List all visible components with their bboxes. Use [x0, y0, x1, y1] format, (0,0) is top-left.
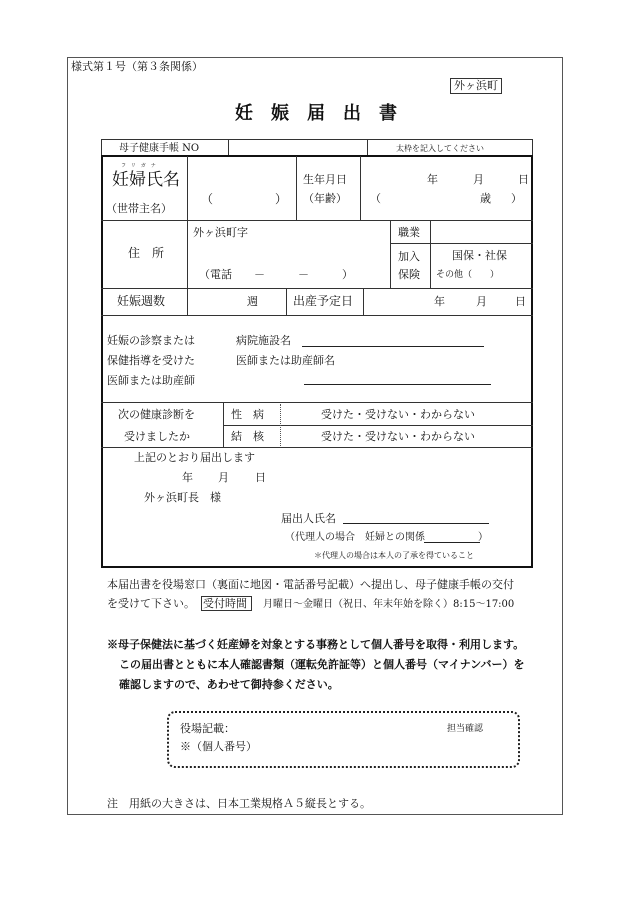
mynumber-line-1: ※母子保健法に基づく妊産婦を対象とする事務として個人番号を取得・利用します。 — [107, 638, 525, 651]
dob-month: 月 — [473, 173, 484, 186]
doctor-label-3: 医師または助産師 — [107, 374, 195, 387]
age-paren-close: ） — [511, 192, 522, 205]
addressee: 外ヶ浜町長 様 — [144, 491, 221, 504]
due-day: 日 — [515, 295, 526, 308]
due-month: 月 — [476, 295, 487, 308]
col-line — [296, 156, 297, 220]
mynumber-line-2: この届出書とともに本人確認書類（運転免許証等）と個人番号（マイナンバー）を — [119, 658, 525, 671]
thick-note: 太枠を記入してください — [396, 144, 484, 153]
name-label: 妊婦氏名 — [112, 170, 180, 190]
row-line — [101, 447, 533, 448]
proxy-close: ） — [478, 532, 488, 543]
col-line — [187, 220, 188, 315]
furigana: フリガナ — [121, 163, 161, 169]
doctor-name-label: 医師または助産師名 — [236, 354, 335, 367]
hospital-underline — [302, 346, 484, 347]
insurance-other: その他（ ） — [436, 270, 500, 280]
age-paren-open: （ — [370, 192, 381, 205]
row-line — [101, 139, 533, 140]
dob-label: 生年月日 — [303, 173, 347, 186]
mynumber-line-3: 確認しますので、あわせて御持参ください。 — [119, 678, 339, 691]
submit-year: 年 — [182, 471, 193, 484]
address-prefix: 外ヶ浜町字 — [193, 226, 248, 239]
handbook-label: 母子健康手帳 NO — [119, 143, 200, 154]
due-label: 出産予定日 — [293, 294, 354, 308]
form-number: 様式第１号（第３条関係） — [71, 60, 203, 73]
submit-day: 日 — [255, 471, 266, 484]
row-line — [101, 402, 533, 403]
info-line-1: 本届出書を役場窓口（裏面に地図・電話番号記載）へ提出し、母子健康手帳の交付 — [107, 578, 514, 591]
insurance-label-1: 加入 — [398, 250, 420, 263]
dob-year: 年 — [427, 173, 438, 186]
insurance-label-2: 保険 — [398, 268, 420, 281]
col-line — [187, 156, 188, 220]
checkup-options-tb: 受けた・受けない・わからない — [321, 430, 475, 443]
doctor-label-1: 妊娠の診察または — [107, 334, 195, 347]
staff-check: 担当確認 — [447, 724, 484, 734]
col-line — [360, 156, 361, 220]
due-year: 年 — [434, 295, 445, 308]
head-label: （世帯主名） — [106, 202, 172, 215]
checkup-options-std: 受けた・受けない・わからない — [321, 408, 475, 421]
doctor-label-2: 保健指導を受けた — [107, 354, 195, 367]
checkup-label-1: 次の健康診断を — [118, 408, 195, 421]
doctor-underline — [304, 384, 491, 385]
address-label: 住 所 — [128, 246, 165, 260]
personal-number: ※（個人番号） — [180, 740, 257, 753]
insurance-options: 国保・社保 — [452, 249, 507, 262]
age-label: （年齢） — [303, 192, 347, 205]
checkup-label-2: 受けましたか — [124, 430, 190, 443]
job-label: 職業 — [398, 226, 420, 239]
info-line-2: を受けて下さい。 — [107, 597, 195, 610]
town-box: 外ヶ浜町 — [450, 78, 502, 94]
proxy-relation: （代理人の場合 妊婦との関係 — [285, 532, 425, 543]
row-line — [390, 243, 533, 244]
dotted-line — [280, 404, 281, 446]
submit-month: 月 — [218, 471, 229, 484]
dob-day: 日 — [518, 173, 529, 186]
col-line — [101, 139, 102, 156]
row-line — [101, 220, 533, 221]
weeks-unit: 週 — [247, 295, 258, 308]
col-line — [367, 139, 368, 156]
paren-close: ） — [275, 192, 288, 206]
applicant-underline — [343, 523, 489, 524]
col-line — [430, 220, 431, 288]
footnote: 注 用紙の大きさは、日本工業規格Ａ５縦長とする。 — [107, 797, 371, 810]
col-line — [532, 139, 533, 156]
office-label: 役場記載： — [180, 722, 235, 735]
col-line — [363, 288, 364, 315]
submission-statement: 上記のとおり届出します — [134, 451, 255, 464]
applicant-label: 届出人氏名 — [281, 512, 336, 525]
age-unit: 歳 — [480, 192, 491, 205]
phone-field: （電話 － － ） — [199, 268, 353, 281]
checkup-item-tb: 結 核 — [231, 430, 264, 443]
row-line — [101, 288, 533, 289]
col-line — [390, 220, 391, 288]
col-line — [228, 139, 229, 156]
col-line — [286, 288, 287, 315]
reception-hours: 月曜日～金曜日（祝日、年末年始を除く）8:15～17:00 — [263, 599, 515, 610]
paren-open: （ — [201, 192, 214, 206]
col-line — [223, 402, 224, 447]
hospital-label: 病院施設名 — [236, 334, 291, 347]
page-title: 妊娠届出書 — [235, 103, 415, 124]
row-line — [223, 425, 533, 426]
weeks-label: 妊娠週数 — [117, 294, 166, 308]
consent-note: ＊代理人の場合は本人の了承を得ていること — [314, 551, 474, 560]
checkup-item-std: 性 病 — [231, 408, 264, 421]
row-line — [101, 315, 533, 316]
proxy-underline — [424, 542, 480, 543]
reception-label: 受付時間 — [203, 597, 247, 610]
